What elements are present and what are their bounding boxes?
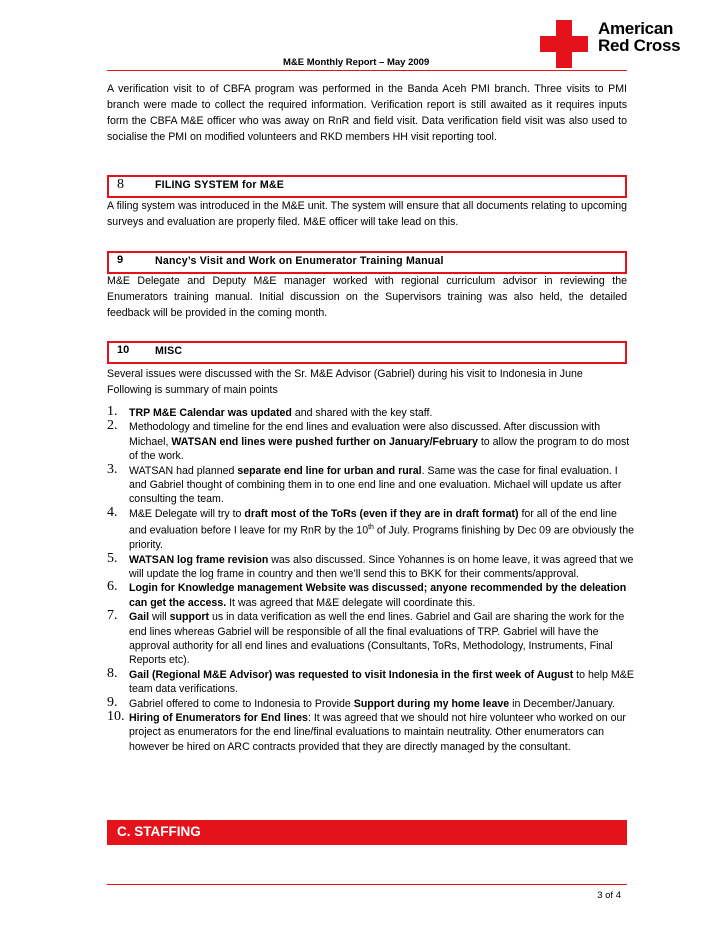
list-item-text: WATSAN end lines were pushed further on January/February: [171, 435, 478, 448]
staffing-heading: [107, 820, 627, 845]
list-item-text: in December/January.: [509, 697, 615, 710]
list-item-text: to allow the program to do most of the work.: [129, 435, 630, 463]
list-item-text: WATSAN log frame revision: [129, 553, 269, 566]
list-item-number: 6.: [107, 579, 118, 595]
staffing-label: C. STAFFING: [117, 824, 201, 839]
list-item-number: 10.: [107, 709, 125, 725]
list-item-text: for all of the end line and evaluation before I leave for my RnR by the 10: [129, 507, 617, 537]
list-item: [107, 610, 637, 668]
list-item: [107, 420, 637, 463]
list-item-text: WATSAN had planned: [129, 464, 238, 477]
section-number: 9: [117, 254, 124, 266]
list-item-text: and shared with the key staff.: [291, 407, 433, 419]
list-item-text: to help M&E team data verifications.: [129, 668, 634, 696]
red-cross-icon: [540, 20, 588, 68]
list-item: [107, 665, 637, 697]
list-item-text: Methodology and timeline for the end lines and evaluation were also discussed. After discussion with Michael,: [129, 421, 601, 448]
section-heading-8: [107, 175, 627, 198]
list-item: [107, 461, 637, 507]
list-item-text: : It was agreed that we should not hire volunteer who worked on our project as enumerators for the end line/final evaluations to maintain neutrality. Other enumerators can however be hired on ARC contracts provided that they are directly managed by the consultant.: [129, 712, 626, 753]
section-number: 10: [117, 344, 130, 356]
list-item-text: support: [169, 611, 210, 624]
list-item: [107, 406, 637, 420]
section-title: MISC: [155, 345, 183, 357]
list-item: [107, 711, 637, 754]
section-heading-10: [107, 341, 627, 364]
list-item-text: Login for Knowledge management Website was discussed; anyone recommended by the deleation can get the access.: [129, 582, 627, 609]
list-item-number: 7.: [107, 608, 118, 624]
list-item-text: Hiring of Enumerators for End lines: [129, 712, 308, 725]
list-item-text: draft most of the ToRs (even if they are in draft format): [244, 507, 519, 520]
list-item-number: 8.: [107, 665, 118, 681]
page-number: 3 of 4: [597, 890, 621, 901]
list-item-number: 4.: [107, 504, 118, 520]
list-item-number: 1.: [107, 404, 118, 419]
american-red-cross-logo: [540, 12, 700, 62]
list-item-text: TRP M&E Calendar was updated: [129, 407, 292, 419]
list-item-text: Gail: [129, 611, 150, 624]
intro-paragraph: A verification visit to of CBFA program was performed in the Banda Aceh PMI branch. Three visits to PMI branch were made to collect the required information. Verification report is still awaited as it requires inputs form the CBFA M&E officer who was away on RnR and field visit. Data verification field visit was also used to socialise the PMI on modified volunteers and RKD members HH visit reporting tool.: [107, 83, 627, 143]
header-rule: [107, 70, 627, 71]
list-item-text: It was agreed that M&E delegate will coordinate this.: [226, 596, 476, 609]
list-item-number: 2.: [107, 418, 118, 434]
list-item-text: Support during my home leave: [353, 697, 510, 710]
footer-rule: [107, 884, 627, 885]
section-title: FILING SYSTEM for M&E: [155, 179, 284, 191]
list-item-text: th: [368, 524, 374, 532]
list-item: [107, 694, 637, 711]
list-item-number: 9.: [107, 694, 118, 710]
list-item: [107, 581, 637, 610]
list-item: [107, 504, 637, 553]
list-item-text: us in data verification as well the end lines. Gabriel and Gail are sharing the work for the end lines whereas Gabriel will be responsible of all the final evaluations of TRP. Gabriel will have the approval authority for all end lines and evaluations (Consultants, ToRs, Methodology, Instruments, Final Reports etc).: [129, 611, 625, 667]
list-item-text: Gabriel offered to come to Indonesia to Provide: [129, 697, 354, 710]
section-heading-9: [107, 251, 627, 274]
list-item-text: was also discussed. Since Yohannes is on home leave, it was agreed that we will update the log frame in country and then we’ll send this to BKK for their comments/approval.: [129, 553, 634, 580]
report-title: M&E Monthly Report – May 2009: [283, 57, 430, 68]
list-item-text: separate end line for urban and rural: [237, 464, 422, 477]
list-item-text: . Same was the case for final evaluation. I and Gabriel thought of combining them in to one end line and one evaluation. Michael will update us after consulting the team.: [129, 464, 622, 506]
section-title: Nancy’s Visit and Work on Enumerator Training Manual: [155, 255, 444, 267]
section-body-9: M&E Delegate and Deputy M&E manager worked with regional curriculum advisor in reviewing the Enumerators training manual. Initial discussion on the Supervisors training was also held, the detailed feedback will be provided in the coming month.: [107, 275, 627, 319]
list-item-text: M&E Delegate will try to: [129, 507, 245, 520]
section-number: 8: [117, 177, 124, 192]
section-body-10: Several issues were discussed with the Sr. M&E Advisor (Gabriel) during his visit to Indonesia in June Following is summary of main points: [107, 368, 583, 396]
section-body-8: A filing system was introduced in the M&E unit. The system will ensure that all documents relating to upcoming surveys and evaluation are properly filed. M&E officer will take lead on this.: [107, 200, 627, 228]
list-item-text: will: [149, 611, 170, 624]
list-item-text: Gail (Regional M&E Advisor) was requested to visit Indonesia in the first week of August: [129, 668, 574, 681]
logo-wordmark: American Red Cross: [598, 19, 681, 55]
list-item-number: 5.: [107, 550, 118, 566]
misc-points-list: [107, 406, 637, 754]
list-item: [107, 550, 637, 582]
list-item-text: of July. Programs finishing by Dec 09 are obviously the priority.: [129, 524, 635, 552]
list-item-number: 3.: [107, 461, 118, 477]
